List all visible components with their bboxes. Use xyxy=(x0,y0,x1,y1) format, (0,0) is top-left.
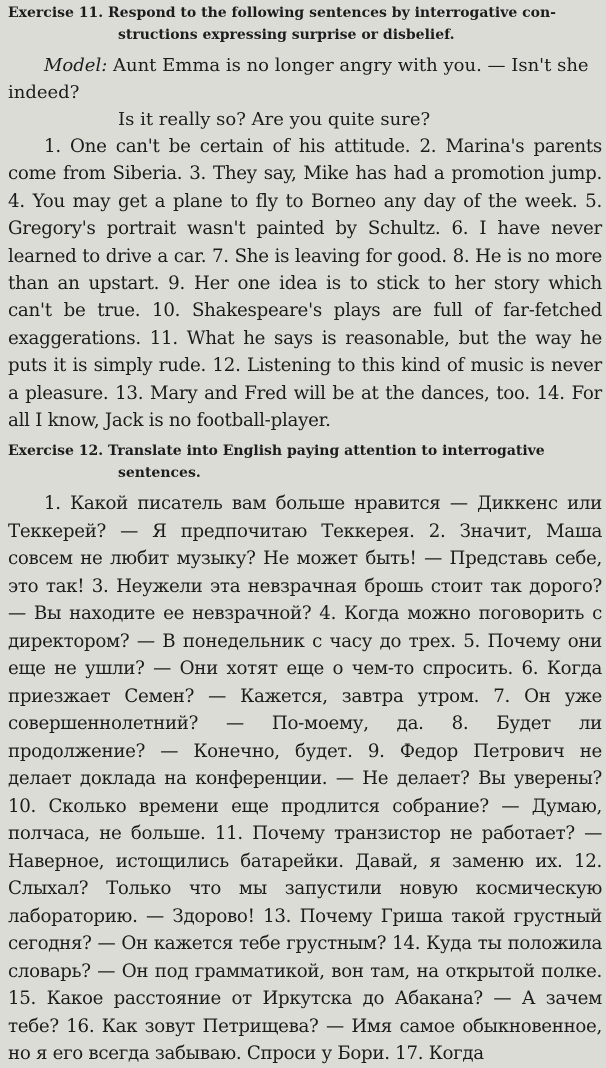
exercise-12-heading-cont: sentences. xyxy=(118,465,201,482)
exercise-12-body: 1. Какой писатель вам больше нравится — Диккенс или Теккерей? — Я предпочитаю Теккерея. 2. Значит, Маша совсем не любит музыку? Не может быть! — Представь себе, это так! 3. Неужели эта невзрачная брошь стоит так дорого? — Вы находите ее невзрачной? 4. Когда можно поговорить с директором? — В понедельник с часу до трех. 5. Почему они еще не ушли? — Они хотят еще о чем-то спросить. 6. Когда приезжает Семен? — Кажется, завтра утром. 7. Он уже совершеннолетний? — По-моему, да. 8. Будет ли продолжение? — Конечно, будет. 9. Федор Петрович не делает доклада на конференции. — Не делает? Вы уверены? 10. Сколько времени еще продлится собрание? — Думаю, полчаса, не больше. 11. Почему транзистор не работает? — Наверное, истощились батарейки. Давай, я заменю их. 12. Слыхал? Только что мы запустили новую космическую лабораторию. — Здорово! 13. Почему Гриша такой грустный сегодня? — Он кажется тебе грустным? 14. Куда ты положила словарь? — Он под грамматикой, вон там, на открытой полке. 15. Какое расстояние от Иркутска до Абакана? — А зачем тебе? 16. Как зовут Петрищева? — Имя самое обыкновенное, но я его всегда забываю. Спроси у Бори. 17. Когда xyxy=(8,493,602,1065)
exercise-11-model xyxy=(8,52,602,133)
exercise-11 xyxy=(8,2,602,434)
exercise-11-body: 1. One can't be certain of his attitude. 2. Marina's parents come from Siberia. 3. They say, Mike has had a promotion jump. 4. You may get a plane to fly to Borneo any day of the week. 5. Gregory's portrait wasn't painted by Schultz. 6. I have never learned to drive a car. 7. She is leaving for good. 8. He is no more than an upstart. 9. Her one idea is to stick to her story which can't be true. 10. Shakespeare's plays are full of far-fetched exaggerations. 11. What he says is reasonable, but the way he puts it is simply rude. 12. Listening to this kind of music is never a pleasure. 13. Mary and Fred will be at the dances, too. 14. For all I know, Jack is no football-player. xyxy=(8,136,602,432)
model-line-1: Aunt Emma is no longer angry with you. — Isn't she indeed? xyxy=(8,55,589,103)
exercise-11-heading-lead: Exercise 11. Respond to the following sentences by interrogative con- xyxy=(8,5,556,21)
exercise-12 xyxy=(8,440,602,1068)
model-line-2: Is it really so? Are you quite sure? xyxy=(118,109,431,130)
exercise-11-heading-cont: structions expressing surprise or disbelief. xyxy=(118,27,455,43)
model-label: Model: xyxy=(44,55,108,76)
exercise-12-heading-lead: Exercise 12. Translate into English paying attention to interrogative xyxy=(8,443,545,460)
exercise-12-heading xyxy=(8,440,602,484)
exercise-11-heading xyxy=(8,2,602,46)
